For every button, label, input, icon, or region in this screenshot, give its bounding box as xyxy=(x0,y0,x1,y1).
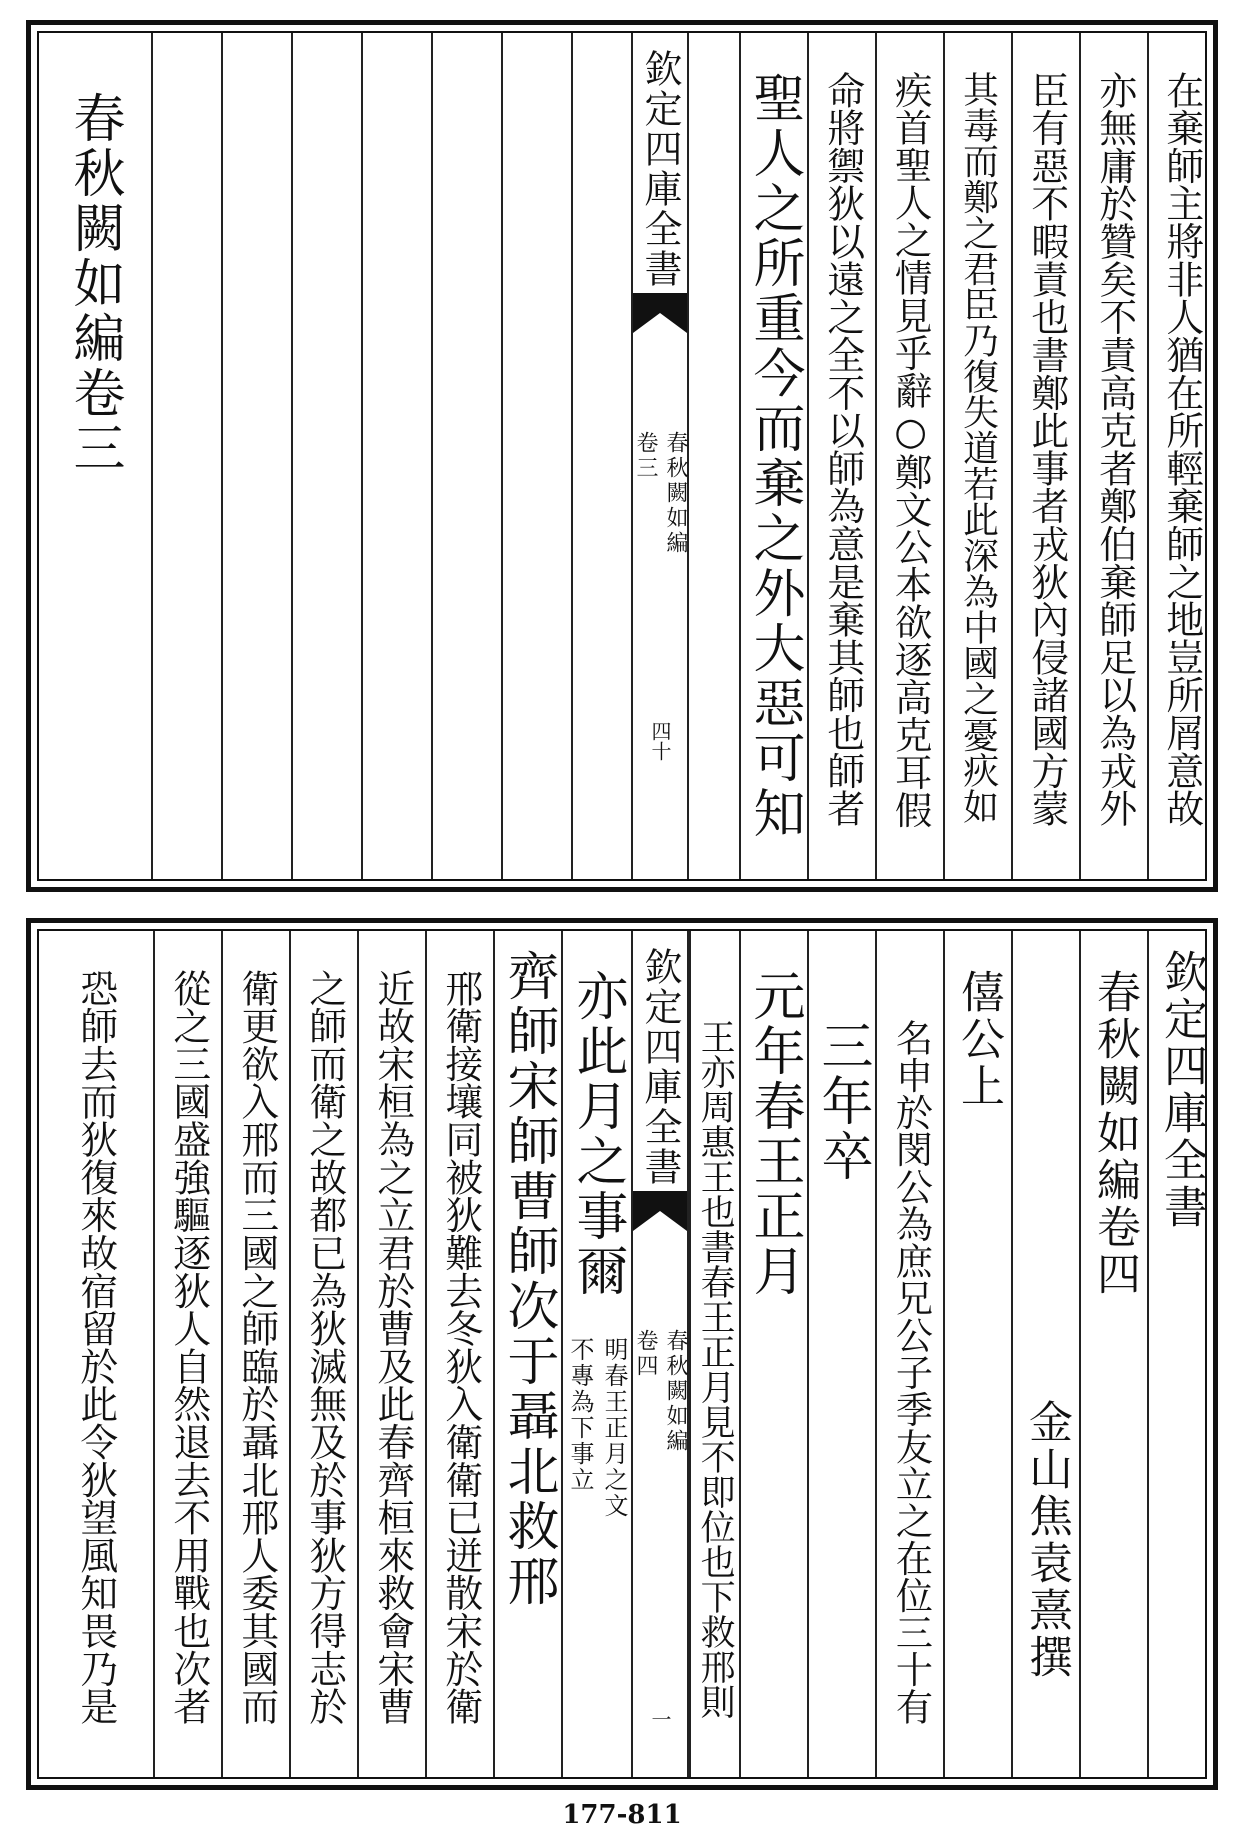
blank-column xyxy=(431,31,501,881)
text-column xyxy=(739,929,807,1779)
text-line: 其毒而鄭之君臣乃復失道若此深為中國之憂疢如 xyxy=(957,71,999,824)
note-left-line: 不專為下事立 xyxy=(566,1337,594,1493)
upper-page xyxy=(26,20,1218,892)
center-fold-column xyxy=(631,31,689,881)
text-column xyxy=(807,929,875,1779)
volume-end-title: 春秋闕如編卷三 xyxy=(64,91,124,476)
text-line: 從之三國盛強驅逐狄人自然退去不用戰也次者 xyxy=(166,969,211,1726)
text-column xyxy=(153,929,221,1779)
fold-page-number: 四十 xyxy=(648,721,672,761)
text-column xyxy=(425,929,493,1779)
text-column xyxy=(1147,929,1213,1779)
text-column xyxy=(807,31,875,881)
text-column xyxy=(1147,31,1213,881)
fold-page-number: 一 xyxy=(648,1709,672,1729)
text-line: 在棄師主將非人猶在所輕棄師之地豈所屑意故 xyxy=(1159,71,1204,828)
chapter-heading: 僖公上 xyxy=(953,969,1004,1110)
text-column xyxy=(289,929,357,1779)
text-line: 元年春王正月 xyxy=(744,969,804,1299)
fold-title-main: 春秋闕如編 xyxy=(663,1329,688,1454)
lower-page xyxy=(26,918,1218,1790)
text-line: 之師而衛之故都已為狄滅無及於事狄方得志於 xyxy=(302,969,347,1726)
author-line: 金山焦袁熹撰 xyxy=(1021,1399,1072,1681)
text-column xyxy=(943,31,1011,881)
fishtail-mark xyxy=(633,293,687,333)
text-line: 臣有惡不暇責也書鄭此事者戎狄內侵諸國方蒙 xyxy=(1024,71,1069,828)
book-title: 春秋闕如編卷四 xyxy=(1089,969,1140,1298)
fold-header: 欽定四庫全書 xyxy=(638,49,682,289)
blank-column xyxy=(151,31,221,881)
text-column xyxy=(1011,31,1079,881)
blank-column xyxy=(291,31,361,881)
blank-column xyxy=(361,31,431,881)
text-column xyxy=(943,929,1011,1779)
fold-title xyxy=(632,431,688,556)
text-line: 亦此月之事爾 xyxy=(567,969,627,1299)
interlinear-note xyxy=(566,1337,628,1519)
text-line: 命將禦狄以遠之全不以師為意是棄其師也師者 xyxy=(820,71,865,828)
blank-column xyxy=(501,31,571,881)
text-line: 三年卒 xyxy=(812,1019,872,1184)
text-line: 恐師去而狄復來故宿留於此令狄望風知畏乃是 xyxy=(73,969,118,1726)
text-column xyxy=(221,929,289,1779)
text-column xyxy=(1011,929,1079,1779)
text-line: 名申於閔公為庶兄公子季友立之在位三十有 xyxy=(889,1019,933,1725)
fold-title xyxy=(632,1329,688,1454)
text-column xyxy=(37,929,153,1779)
fishtail-mark xyxy=(633,1191,687,1231)
text-column xyxy=(689,929,739,1779)
page-number: 177-811 xyxy=(562,1800,682,1830)
text-line: 疾首聖人之情見乎辭○鄭文公本欲逐高克耳假 xyxy=(888,71,933,829)
title-column xyxy=(37,31,151,881)
text-column xyxy=(357,929,425,1779)
center-fold-column xyxy=(631,929,689,1779)
fold-volume: 卷三 xyxy=(633,431,658,481)
fold-volume: 卷四 xyxy=(633,1329,658,1379)
text-column xyxy=(493,929,561,1779)
text-column xyxy=(875,929,943,1779)
fold-header: 欽定四庫全書 xyxy=(638,947,682,1187)
text-line: 齊師宋師曹師次于聶北救邢 xyxy=(498,949,558,1609)
text-column xyxy=(1079,929,1147,1779)
text-column xyxy=(739,31,807,881)
text-line: 亦無庸於贊矣不責高克者鄭伯棄師足以為戎外 xyxy=(1092,71,1137,828)
text-line: 邢衛接壤同被狄難去冬狄入衛衛已迸散宋於衛 xyxy=(438,969,483,1726)
text-line: 近故宋桓為之立君於曹及此春齊桓來救會宋曹 xyxy=(370,969,415,1726)
fishtail-mark-lower xyxy=(633,381,687,407)
text-line: 聖人之所重今而棄之外大惡可知 xyxy=(744,71,804,841)
note-right-line: 明春王正月之文 xyxy=(600,1337,628,1519)
text-line: 衛更欲入邢而三國之師臨於聶北邢人委其國而 xyxy=(234,969,279,1726)
book-header: 欽定四庫全書 xyxy=(1156,949,1207,1231)
blank-column xyxy=(221,31,291,881)
text-column xyxy=(1079,31,1147,881)
blank-column xyxy=(571,31,631,881)
fishtail-mark-lower xyxy=(633,1279,687,1305)
text-column xyxy=(875,31,943,881)
text-line: 王亦周惠王也書春王正月見不即位也下救邢則 xyxy=(695,1019,736,1719)
fold-title-main: 春秋闕如編 xyxy=(663,431,688,556)
text-column xyxy=(561,929,631,1779)
